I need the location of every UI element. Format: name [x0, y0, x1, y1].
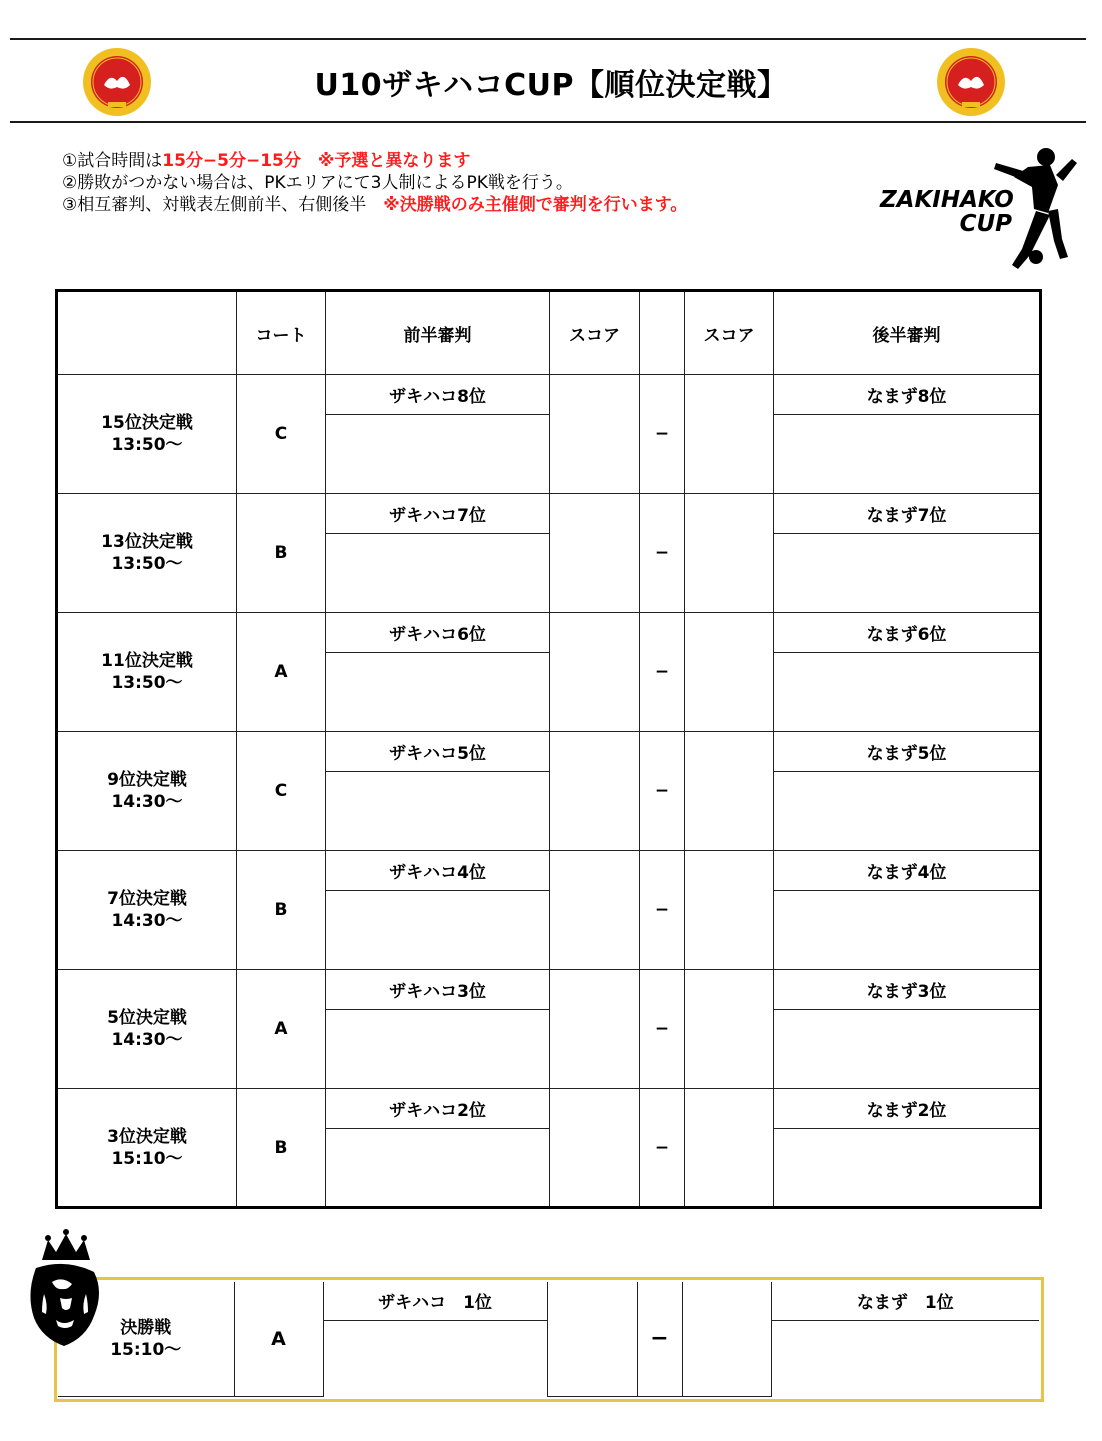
right-team-cell: なまず3位 [774, 970, 1041, 1010]
second-half-referee-slot[interactable] [774, 653, 1041, 732]
right-team-cell: なまず8位 [774, 375, 1041, 415]
header-score-right: スコア [685, 291, 774, 375]
final-score-right[interactable] [682, 1282, 771, 1396]
second-half-referee-slot[interactable] [774, 534, 1041, 613]
second-half-referee-slot[interactable] [774, 415, 1041, 494]
second-half-referee-slot[interactable] [774, 891, 1041, 970]
note-line [62, 172, 687, 194]
header-first-half-referee: 前半審判 [326, 291, 550, 375]
note-text: ①試合時間は [62, 151, 163, 171]
match-name: 9位決定戦 [107, 770, 187, 790]
top-rule [10, 38, 1086, 40]
match-label [57, 970, 237, 1089]
left-team-cell: ザキハコ5位 [326, 732, 550, 772]
court-cell: C [237, 732, 326, 851]
left-team-cell: ザキハコ7位 [326, 494, 550, 534]
brand-line-2: CUP [959, 211, 1012, 237]
court-cell: A [237, 613, 326, 732]
score-dash: − [640, 732, 685, 851]
table-header-row [57, 291, 1041, 375]
match-name: 5位決定戦 [107, 1008, 187, 1028]
first-half-referee-slot[interactable] [326, 534, 550, 613]
brand-line-1: ZAKIHAKO [880, 187, 1014, 213]
match-label [57, 613, 237, 732]
score-right-cell[interactable] [685, 851, 774, 970]
left-team-cell: ザキハコ2位 [326, 1089, 550, 1129]
note-line [62, 194, 687, 216]
header-score-left: スコア [550, 291, 640, 375]
score-dash: − [640, 851, 685, 970]
match-name: 11位決定戦 [101, 651, 193, 671]
note-text: ②勝敗がつかない場合は、PKエリアにて3人制によるPK戦を行う。 [62, 173, 573, 193]
score-dash: − [640, 494, 685, 613]
right-team-cell: なまず2位 [774, 1089, 1041, 1129]
left-team-cell: ザキハコ3位 [326, 970, 550, 1010]
table-row [58, 1282, 1039, 1320]
first-half-referee-slot[interactable] [326, 891, 550, 970]
table-row [57, 970, 1041, 1010]
match-name: 15位決定戦 [101, 413, 193, 433]
note-text: ③相互審判、対戦表左側前半、右側後半 [62, 195, 384, 215]
score-right-cell[interactable] [685, 732, 774, 851]
first-half-referee-slot[interactable] [326, 772, 550, 851]
second-half-referee-slot[interactable] [774, 772, 1041, 851]
table-row [57, 732, 1041, 772]
first-half-referee-slot[interactable] [326, 1129, 550, 1208]
match-time: 14:30〜 [111, 1030, 183, 1050]
score-left-cell[interactable] [550, 851, 640, 970]
match-label [57, 494, 237, 613]
final-score-left[interactable] [547, 1282, 637, 1396]
second-half-referee-slot[interactable] [774, 1010, 1041, 1089]
final-left-team: ザキハコ 1位 [323, 1282, 547, 1320]
page-title: U10ザキハコCUP【順位決定戦】 [314, 68, 788, 103]
match-name: 7位決定戦 [107, 889, 187, 909]
note-warning: 15分−5分−15分 ※予選と異なります [162, 151, 471, 171]
score-left-cell[interactable] [550, 970, 640, 1089]
match-name: 決勝戦 [120, 1317, 172, 1338]
score-dash: − [640, 375, 685, 494]
score-left-cell[interactable] [550, 732, 640, 851]
right-team-cell: なまず6位 [774, 613, 1041, 653]
first-half-referee-slot[interactable] [326, 653, 550, 732]
table-row [57, 613, 1041, 653]
table-row [57, 1089, 1041, 1129]
match-label [57, 1089, 237, 1208]
note-warning: ※決勝戦のみ主催側で審判を行います。 [383, 195, 688, 215]
final-right-team: なまず 1位 [771, 1282, 1039, 1320]
court-cell: B [237, 1089, 326, 1208]
match-name: 13位決定戦 [101, 532, 193, 552]
score-left-cell[interactable] [550, 375, 640, 494]
score-right-cell[interactable] [685, 613, 774, 732]
score-right-cell[interactable] [685, 1089, 774, 1208]
final-second-half-referee-slot[interactable] [771, 1320, 1039, 1396]
score-left-cell[interactable] [550, 494, 640, 613]
match-time: 13:50〜 [111, 435, 183, 455]
match-time: 14:30〜 [111, 911, 183, 931]
match-time: 13:50〜 [111, 554, 183, 574]
match-label [57, 732, 237, 851]
bottom-rule [10, 121, 1086, 123]
right-team-cell: なまず5位 [774, 732, 1041, 772]
final-first-half-referee-slot[interactable] [323, 1320, 547, 1396]
table-row [57, 494, 1041, 534]
schedule-table [55, 289, 1042, 1209]
match-label [57, 375, 237, 494]
score-left-cell[interactable] [550, 1089, 640, 1208]
final-score-dash: − [637, 1282, 682, 1396]
second-half-referee-slot[interactable] [774, 1129, 1041, 1208]
score-dash: − [640, 1089, 685, 1208]
final-match-table [58, 1282, 1039, 1397]
header-separator [640, 291, 685, 375]
note-line [62, 150, 687, 172]
score-left-cell[interactable] [550, 613, 640, 732]
first-half-referee-slot[interactable] [326, 415, 550, 494]
lion-crown-icon [22, 1228, 114, 1348]
court-cell: B [237, 851, 326, 970]
left-team-cell: ザキハコ8位 [326, 375, 550, 415]
match-time: 14:30〜 [111, 792, 183, 812]
right-team-cell: なまず4位 [774, 851, 1041, 891]
match-time: 15:10〜 [111, 1148, 183, 1169]
table-row [57, 851, 1041, 891]
court-cell: B [237, 494, 326, 613]
left-team-cell: ザキハコ6位 [326, 613, 550, 653]
first-half-referee-slot[interactable] [326, 1010, 550, 1089]
score-right-cell[interactable] [685, 375, 774, 494]
rules-notes [62, 150, 687, 216]
score-right-cell[interactable] [685, 970, 774, 1089]
score-dash: − [640, 970, 685, 1089]
match-time: 15:10〜 [110, 1339, 182, 1360]
match-name: 3位決定戦 [107, 1126, 187, 1147]
score-dash: − [640, 613, 685, 732]
header-second-half-referee: 後半審判 [774, 291, 1041, 375]
court-cell: C [237, 375, 326, 494]
header-court: コート [237, 291, 326, 375]
header-match [57, 291, 237, 375]
score-right-cell[interactable] [685, 494, 774, 613]
match-time: 13:50〜 [111, 673, 183, 693]
table-row [57, 375, 1041, 415]
court-cell: A [237, 970, 326, 1089]
match-label [57, 851, 237, 970]
brand-wordmark [880, 188, 1012, 236]
left-team-cell: ザキハコ4位 [326, 851, 550, 891]
final-court: A [234, 1282, 323, 1396]
right-team-cell: なまず7位 [774, 494, 1041, 534]
